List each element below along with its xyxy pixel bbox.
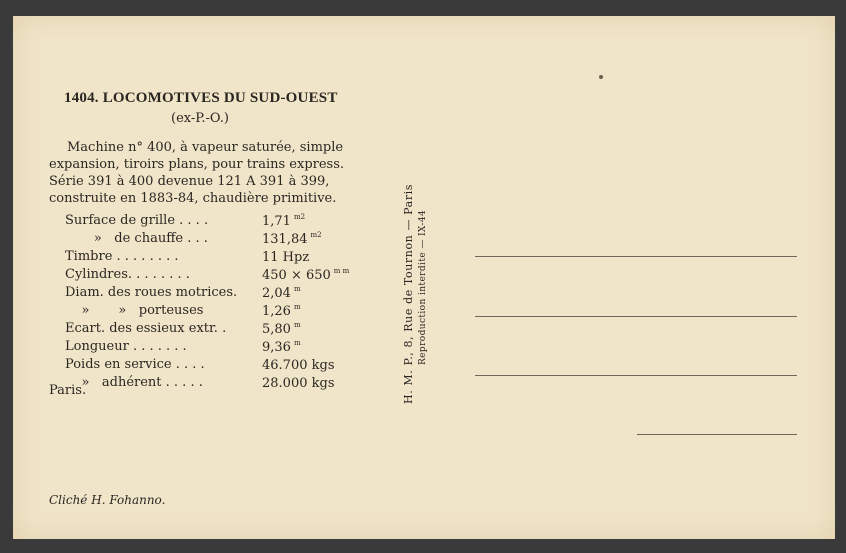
city-label: Paris. bbox=[49, 383, 87, 398]
card-title: 1404. LOCOMOTIVES DU SUD-OUEST bbox=[64, 90, 338, 106]
spec-label: Ecart. des essieux extr. . bbox=[65, 321, 227, 336]
publisher-text: H. M. P., 8, Rue de Tournon — Paris bbox=[402, 183, 415, 404]
spec-value: 5,80 $^m$ bbox=[262, 321, 301, 337]
photo-credit: Cliché H. Fohanno. bbox=[49, 493, 166, 507]
spec-label: Longueur . . . . . . . bbox=[65, 339, 187, 354]
spec-value: 450 × 650 $^{m m}$ bbox=[262, 267, 350, 283]
description bbox=[49, 139, 374, 207]
spec-label: » de chauffe . . . bbox=[65, 231, 208, 246]
address-line bbox=[475, 375, 797, 376]
spec-label: » adhérent . . . . . bbox=[65, 375, 203, 390]
address-line bbox=[475, 316, 797, 317]
spec-label: Diam. des roues motrices. bbox=[65, 285, 238, 300]
card-subtitle: (ex-P.-O.) bbox=[171, 111, 229, 126]
description-line: expansion, tiroirs plans, pour trains express. bbox=[49, 157, 345, 172]
spec-label: Timbre . . . . . . . . bbox=[65, 249, 179, 264]
spec-value: 2,04 $^m$ bbox=[262, 285, 301, 301]
spec-value: 1,26 $^m$ bbox=[262, 303, 301, 319]
spec-unit: m bbox=[293, 321, 301, 329]
spec-value: 11 Hpz bbox=[262, 250, 310, 265]
spec-unit: m2 bbox=[310, 231, 322, 239]
spec-unit: m bbox=[293, 303, 301, 311]
spec-unit: m2 bbox=[293, 213, 306, 221]
address-line bbox=[475, 256, 797, 257]
reproduction-notice: Reproduction interdite — IX-44 bbox=[418, 209, 428, 365]
spec-unit: m bbox=[293, 339, 301, 347]
spec-label: Surface de grille . . . . bbox=[65, 213, 209, 228]
description-line: Machine n° 400, à vapeur saturée, simple bbox=[67, 140, 344, 155]
spec-unit: m bbox=[293, 285, 301, 293]
spec-label: Poids en service . . . . bbox=[65, 357, 205, 372]
spec-value: 131,84 $^{m2}$ bbox=[262, 231, 322, 247]
spec-value: 9,36 $^m$ bbox=[262, 339, 301, 355]
spec-value: 1,71 $^{m2}$ bbox=[262, 213, 306, 229]
address-line bbox=[637, 434, 797, 435]
spec-label: » » porteuses bbox=[65, 303, 204, 318]
description-line: construite en 1883-84, chaudière primitive. bbox=[49, 191, 337, 206]
spec-value: 46.700 kgs bbox=[262, 358, 335, 373]
spec-unit: m m bbox=[333, 267, 350, 275]
description-line: Série 391 à 400 devenue 121 A 391 à 399, bbox=[49, 174, 330, 189]
paper-speck bbox=[599, 75, 603, 79]
spec-label: Cylindres. . . . . . . . bbox=[65, 267, 190, 282]
spec-value: 28.000 kgs bbox=[262, 376, 335, 391]
